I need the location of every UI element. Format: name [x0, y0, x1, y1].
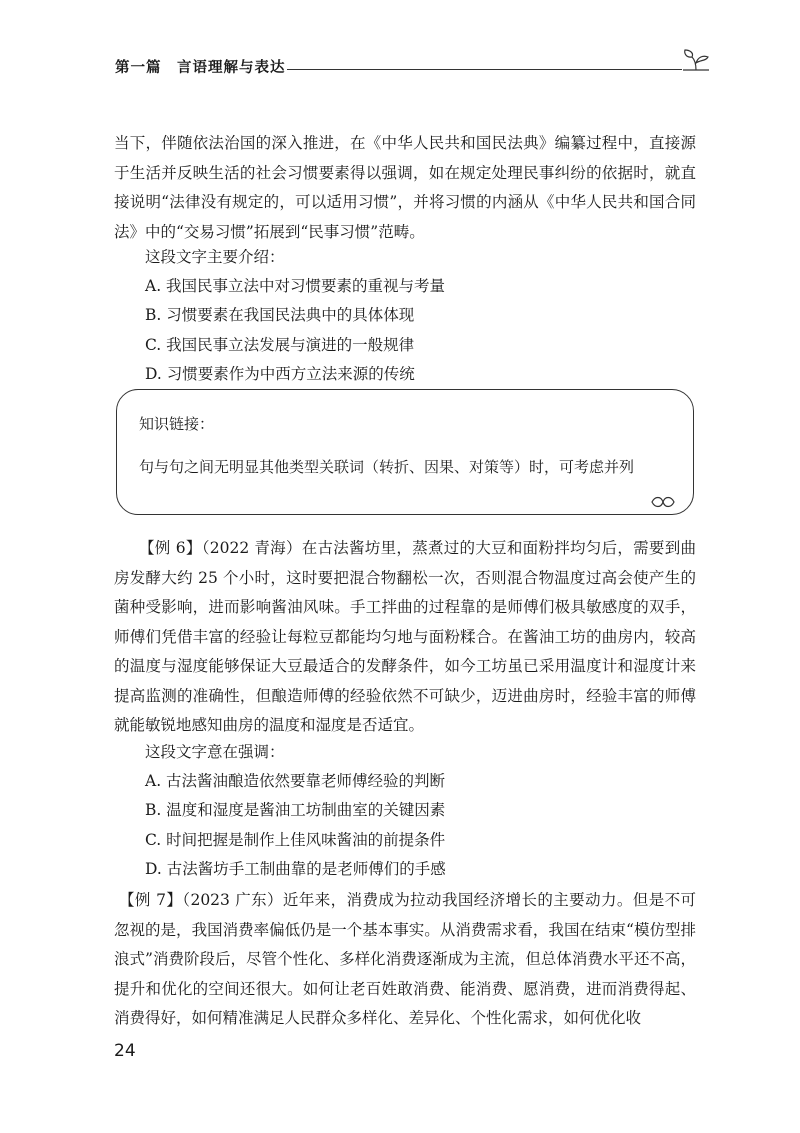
question-6-option-d: D. 古法酱坊手工制曲靠的是老师傅们的手感	[145, 860, 446, 878]
page-number: 24	[114, 1041, 136, 1061]
question-1-option-b: B. 习惯要素在我国民法典中的具体体现	[145, 306, 415, 324]
chapter-title: 第一篇 言语理解与表达	[115, 60, 286, 76]
knowledge-link-box	[116, 389, 694, 515]
question-1-option-c: C. 我国民事立法发展与演进的一般规律	[145, 336, 415, 354]
question-1-option-d: D. 习惯要素作为中西方立法来源的传统	[145, 365, 415, 383]
question-1-stem: 这段文字主要介绍：	[145, 248, 285, 266]
sprout-icon	[681, 46, 711, 76]
question-6-option-a: A. 古法酱油酿造依然要靠老师傅经验的判断	[145, 772, 446, 790]
question-6-stem: 这段文字意在强调：	[145, 743, 285, 761]
question-6-option-c: C. 时间把握是制作上佳风味酱油的前提条件	[145, 831, 446, 849]
question-1-option-a: A. 我国民事立法中对习惯要素的重视与考量	[145, 277, 446, 295]
header-rule	[287, 69, 682, 70]
knowledge-link-title: 知识链接：	[139, 415, 215, 433]
knowledge-link-text: 句与句之间无明显其他类型关联词（转折、因果、对策等）时，可考虑并列	[139, 458, 635, 476]
page-header	[115, 52, 700, 82]
leaf-icon	[649, 494, 677, 510]
passage-1: 当下，伴随依法治国的深入推进，在《中华人民共和国民法典》编纂过程中，直接源于生活并反映生活的社会习惯要素得以强调，如在规定处理民事纠纷的依据时，就直接说明“法律没有规定的，可以适用习惯”，并将习惯的内涵从《中华人民共和国合同法》中的“交易习惯”拓展到“民事习惯”范畴。	[114, 134, 696, 241]
example-7-passage: 【例 7】（2023 广东）近年来，消费成为拉动我国经济增长的主要动力。但是不可忽视的是，我国消费率偏低仍是一个基本事实。从消费需求看，我国在结束“模仿型排浪式”消费阶段后，尽管个性化、多样化消费逐渐成为主流，但总体消费水平还不高，提升和优化的空间还很大。如何让老百姓敢消费、能消费、愿消费，进而消费得起、消费得好，如何精准满足人民群众多样化、差异化、个性化需求，如何优化收	[114, 891, 696, 1027]
question-6-option-b: B. 温度和湿度是酱油工坊制曲室的关键因素	[145, 801, 446, 819]
example-6-passage: 【例 6】（2022 青海）在古法酱坊里，蒸煮过的大豆和面粉拌均匀后，需要到曲房发酵大约 25 个小时，这时要把混合物翻松一次，否则混合物温度过高会使产生的菌种受影响，进而影响酱油风味。手工拌曲的过程靠的是师傅们极具敏感度的双手，师傅们凭借丰富的经验让每粒豆都能均匀地与面粉糅合。在酱油工坊的曲房内，较高的温度与湿度能够保证大豆最适合的发酵条件，如今工坊虽已采用温度计和湿度计来提高监测的准确性，但酿造师傅的经验依然不可缺少，迈进曲房时，经验丰富的师傅就能敏锐地感知曲房的温度和湿度是否适宜。	[114, 539, 696, 734]
